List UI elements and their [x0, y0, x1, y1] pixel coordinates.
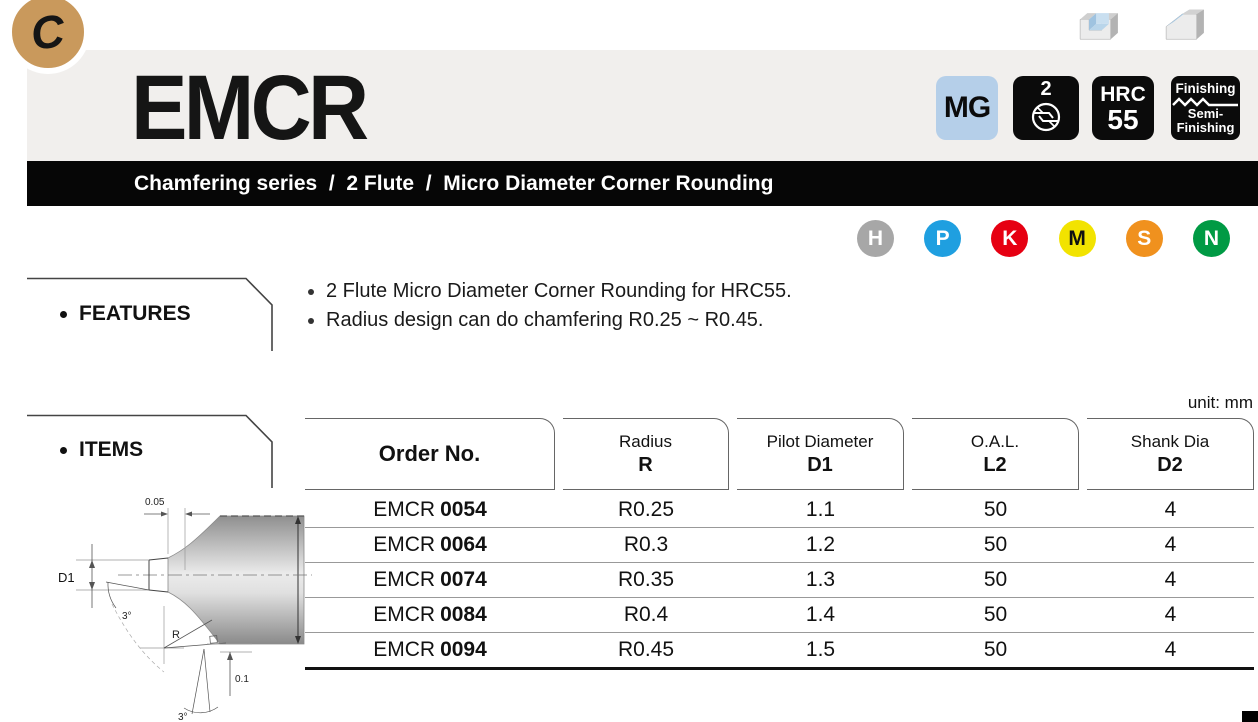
order-no-cell: EMCR 0084 — [373, 603, 487, 626]
oal-cell: 50 — [983, 568, 1008, 591]
hardness-badge — [1092, 76, 1154, 140]
radius-cell: R0.25 — [617, 498, 675, 521]
drawing-angle-top: 3° — [122, 611, 132, 622]
pilot-diameter-cell: 1.2 — [805, 533, 836, 556]
pilot-diameter-cell: 1.5 — [805, 638, 836, 661]
radius-cell: R0.4 — [623, 603, 669, 626]
material-badge-p: P — [924, 220, 961, 257]
bullet-icon — [60, 311, 67, 318]
items-table-body — [305, 493, 1254, 670]
features-section-label: FEATURES — [60, 302, 191, 326]
material-badge-m: M — [1059, 220, 1096, 257]
items-table-header — [305, 418, 1254, 490]
series-title: Chamfering series / 2 Flute / Micro Diameter Corner Rounding — [134, 172, 774, 195]
column-header-order-no-: Order No. — [305, 418, 555, 490]
shank-dia-cell: 4 — [1164, 603, 1177, 626]
flute-count-badge — [1013, 76, 1079, 140]
oal-cell: 50 — [983, 603, 1008, 626]
drawing-radius-label: R — [172, 629, 180, 641]
items-section-label: ITEMS — [60, 438, 143, 462]
table-row — [305, 493, 1254, 528]
semi-finishing-label-line1: Semi- — [1187, 106, 1224, 121]
drawing-dim-bottom: 0.1 — [235, 674, 249, 685]
mg-badge-label: MG — [943, 91, 991, 124]
shank-dia-cell: 4 — [1164, 568, 1177, 591]
items-table — [305, 418, 1254, 670]
column-header-d2: Shank Dia D2 — [1087, 418, 1254, 490]
hardness-value: 55 — [1107, 103, 1139, 135]
feature-item: Radius design can do chamfering R0.25 ~ R0.45. — [308, 306, 792, 335]
material-badge-s: S — [1126, 220, 1163, 257]
oal-cell: 50 — [983, 533, 1008, 556]
order-no-cell: EMCR 0074 — [373, 568, 487, 591]
order-no-cell: EMCR 0054 — [373, 498, 487, 521]
oal-cell: 50 — [983, 638, 1008, 661]
bullet-icon — [308, 289, 314, 295]
shank-dia-cell: 4 — [1164, 533, 1177, 556]
table-row — [305, 633, 1254, 670]
feature-item: 2 Flute Micro Diameter Corner Rounding for HRC55. — [308, 277, 792, 306]
unit-label: unit: mm — [1187, 393, 1253, 412]
semi-finishing-label-line2: Finishing — [1176, 120, 1235, 135]
table-row — [305, 563, 1254, 598]
table-row — [305, 598, 1254, 633]
pilot-diameter-cell: 1.3 — [805, 568, 836, 591]
chamfer-block-icon — [1156, 5, 1214, 41]
series-bar — [27, 161, 1258, 206]
bullet-icon — [60, 447, 67, 454]
finishing-label: Finishing — [1175, 81, 1236, 96]
features-list — [308, 277, 792, 335]
shank-dia-cell: 4 — [1164, 638, 1177, 661]
hardness-scale: HRC — [1100, 82, 1146, 106]
radius-cell: R0.45 — [617, 638, 675, 661]
drawing-dim-top: 0.05 — [145, 497, 165, 508]
flute-count: 2 — [1040, 78, 1052, 100]
material-badge-h: H — [857, 220, 894, 257]
oal-cell: 50 — [983, 498, 1008, 521]
groove-block-icon — [1070, 5, 1128, 41]
pilot-diameter-cell: 1.1 — [805, 498, 836, 521]
material-badge-k: K — [991, 220, 1028, 257]
page-title: EMCR — [131, 57, 366, 159]
page-corner-tab — [1242, 711, 1258, 722]
pilot-diameter-cell: 1.4 — [805, 603, 836, 626]
column-header-l2: O.A.L. L2 — [912, 418, 1079, 490]
bullet-icon — [308, 318, 314, 324]
order-no-cell: EMCR 0094 — [373, 638, 487, 661]
column-header-d1: Pilot Diameter D1 — [737, 418, 904, 490]
material-badge-n: N — [1193, 220, 1230, 257]
section-letter: C — [28, 4, 68, 60]
mg-badge — [936, 76, 998, 140]
radius-cell: R0.35 — [617, 568, 675, 591]
tool-profile-drawing — [52, 486, 324, 722]
table-row — [305, 528, 1254, 563]
order-no-cell: EMCR 0064 — [373, 533, 487, 556]
flute-cross-section-icon — [1027, 99, 1065, 135]
material-badge-row — [857, 220, 1230, 257]
shank-dia-cell: 4 — [1164, 498, 1177, 521]
drawing-angle-bottom: 3° — [178, 712, 188, 722]
radius-cell: R0.3 — [623, 533, 669, 556]
column-header-r: Radius R — [563, 418, 729, 490]
drawing-d1-label: D1 — [58, 570, 75, 585]
finishing-badge — [1171, 76, 1240, 140]
